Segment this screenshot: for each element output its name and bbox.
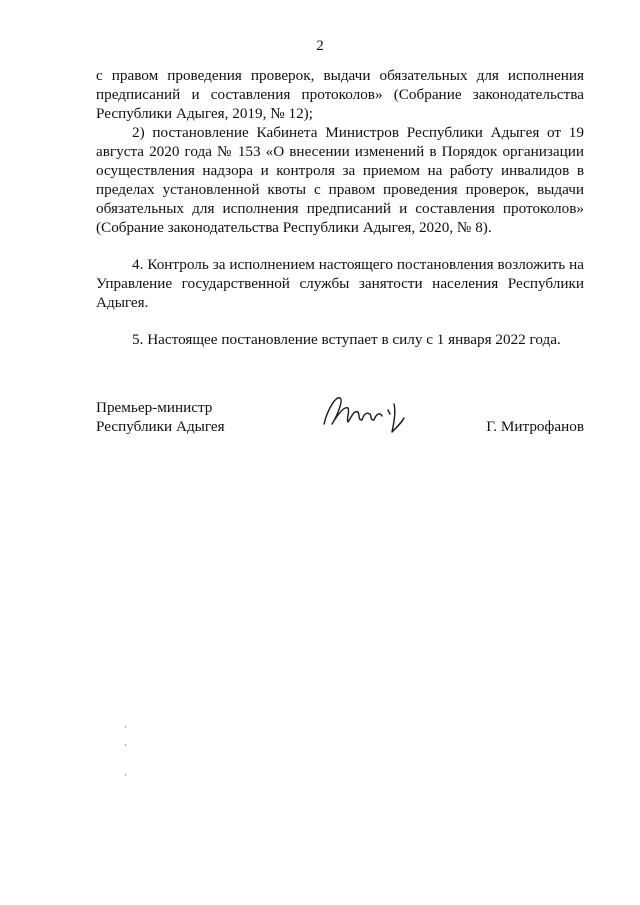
paragraph-item-2: 2) постановление Кабинета Министров Республики Адыгея от 19 августа 2020 года № 153 «О внесении изменений в Порядок организации осуществления надзора и контроля за приемом на работу инвалидов в пределах установленной квоты с правом проведения проверок, выдачи обязательных для исполнения предписаний и составления протоколов» (Собрание законодательства Республики Адыгея, 2020, № 8). [96, 124, 584, 236]
paragraph-item-4: 4. Контроль за исполнением настоящего постановления возложить на Управление государственной службы занятости населения Республики Адыгея. [96, 256, 584, 311]
handwritten-signature [318, 388, 418, 438]
scan-mark: · [124, 770, 127, 780]
paragraph-item-5: 5. Настоящее постановление вступает в силу с 1 января 2022 года. [132, 331, 561, 348]
page-number: 2 [316, 38, 324, 54]
signatory-title-line2: Республики Адыгея [96, 418, 225, 435]
signatory-name: Г. Митрофанов [486, 418, 584, 435]
signatory-title [96, 398, 225, 436]
scan-mark: · [124, 740, 127, 750]
paragraph-continuation: с правом проведения проверок, выдачи обязательных для исполнения предписаний и составления протоколов» (Собрание законодательства Республики Адыгея, 2019, № 12); [96, 67, 584, 122]
signatory-title-line1: Премьер-министр [96, 399, 213, 416]
scan-mark: · [124, 722, 127, 732]
signature-block [96, 398, 584, 442]
document-body [96, 66, 584, 349]
